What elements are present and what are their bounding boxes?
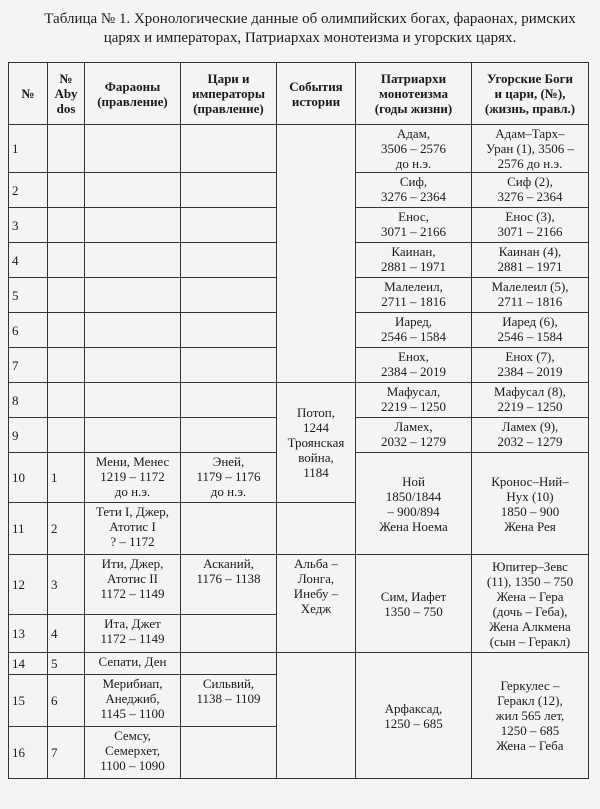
patriarch-cell: Арфаксад, 1250 – 685 [356, 653, 472, 779]
pharaoh-cell [85, 125, 181, 173]
row-number: 8 [9, 383, 48, 418]
pharaoh-cell: Сепати, Ден [85, 653, 181, 675]
patriarch-cell: Сим, Иафет 1350 – 750 [356, 555, 472, 653]
pharaoh-cell: Семсу, Семерхет, 1100 – 1090 [85, 727, 181, 779]
header-num: № [9, 63, 48, 125]
king-cell [181, 278, 277, 313]
pharaoh-cell [85, 383, 181, 418]
pharaoh-cell [85, 208, 181, 243]
abydos-number [48, 418, 85, 453]
patriarch-cell: Малелеил, 2711 – 1816 [356, 278, 472, 313]
ugric-cell: Сиф (2), 3276 – 2364 [472, 173, 589, 208]
row-number: 9 [9, 418, 48, 453]
pharaoh-cell: Ита, Джет 1172 – 1149 [85, 615, 181, 653]
abydos-number [48, 278, 85, 313]
patriarch-cell: Ной 1850/1844 – 900/894 Жена Ноема [356, 453, 472, 555]
abydos-number [48, 348, 85, 383]
ugric-cell: Мафусал (8), 2219 – 1250 [472, 383, 589, 418]
pharaoh-cell [85, 418, 181, 453]
header-abydos: № Aby dos [48, 63, 85, 125]
row-number: 14 [9, 653, 48, 675]
header-patriarchs: Патриархи монотеизма (годы жизни) [356, 63, 472, 125]
row-number: 1 [9, 125, 48, 173]
ugric-cell: Енос (3), 3071 – 2166 [472, 208, 589, 243]
row-number: 7 [9, 348, 48, 383]
ugric-cell: Енох (7), 2384 – 2019 [472, 348, 589, 383]
king-cell [181, 208, 277, 243]
table-row [9, 125, 589, 173]
abydos-number [48, 125, 85, 173]
king-cell [181, 313, 277, 348]
king-cell [181, 615, 277, 653]
row-number: 16 [9, 727, 48, 779]
pharaoh-cell [85, 278, 181, 313]
patriarch-cell: Каинан, 2881 – 1971 [356, 243, 472, 278]
abydos-number [48, 173, 85, 208]
header-events: События истории [277, 63, 356, 125]
pharaoh-cell [85, 348, 181, 383]
king-cell: Асканий, 1176 – 1138 [181, 555, 277, 615]
abydos-number: 2 [48, 503, 85, 555]
king-cell [181, 503, 277, 555]
row-number: 11 [9, 503, 48, 555]
events-cell [277, 503, 356, 555]
row-number: 12 [9, 555, 48, 615]
ugric-cell: Каинан (4), 2881 – 1971 [472, 243, 589, 278]
king-cell [181, 173, 277, 208]
ugric-cell: Геркулес – Геракл (12), жил 565 лет, 1250 – 685 Жена – Геба [472, 653, 589, 779]
ugric-cell: Малелеил (5), 2711 – 1816 [472, 278, 589, 313]
chronology-table [8, 62, 589, 779]
pharaoh-cell [85, 243, 181, 278]
row-number: 2 [9, 173, 48, 208]
pharaoh-cell: Мерибиап, Анеджиб, 1145 – 1100 [85, 675, 181, 727]
patriarch-cell: Енос, 3071 – 2166 [356, 208, 472, 243]
patriarch-cell: Адам, 3506 – 2576 до н.э. [356, 125, 472, 173]
pharaoh-cell: Мени, Менес 1219 – 1172 до н.э. [85, 453, 181, 503]
king-cell [181, 653, 277, 675]
king-cell: Эней, 1179 – 1176 до н.э. [181, 453, 277, 503]
pharaoh-cell [85, 173, 181, 208]
king-cell [181, 727, 277, 779]
table-row [9, 383, 589, 418]
patriarch-cell: Ламех, 2032 – 1279 [356, 418, 472, 453]
row-number: 6 [9, 313, 48, 348]
pharaoh-cell: Ити, Джер, Атотис II 1172 – 1149 [85, 555, 181, 615]
table-row [9, 555, 589, 615]
events-cell: Альба – Лонга, Инебу – Хедж [277, 555, 356, 653]
ugric-cell: Иаред (6), 2546 – 1584 [472, 313, 589, 348]
abydos-number: 4 [48, 615, 85, 653]
patriarch-cell: Сиф, 3276 – 2364 [356, 173, 472, 208]
row-number: 13 [9, 615, 48, 653]
header-ugric: Угорские Боги и цари, (№), (жизнь, правл.) [472, 63, 589, 125]
row-number: 15 [9, 675, 48, 727]
king-cell [181, 383, 277, 418]
abydos-number: 5 [48, 653, 85, 675]
king-cell [181, 348, 277, 383]
header-row [9, 63, 589, 125]
events-cell: Потоп, 1244 Троянская война, 1184 [277, 383, 356, 503]
table-caption: Таблица № 1. Хронологические данные об олимпийских богах, фараонах, римских царях и императорах, Патриархах монотеизма и угорских царях. [44, 11, 576, 46]
pharaoh-cell [85, 313, 181, 348]
row-number: 5 [9, 278, 48, 313]
patriarch-cell: Енох, 2384 – 2019 [356, 348, 472, 383]
pharaoh-cell: Тети I, Джер, Атотис I ? – 1172 [85, 503, 181, 555]
patriarch-cell: Мафусал, 2219 – 1250 [356, 383, 472, 418]
header-pharaohs: Фараоны (правление) [85, 63, 181, 125]
table-row [9, 653, 589, 675]
king-cell [181, 243, 277, 278]
events-cell [277, 653, 356, 779]
events-cell [277, 125, 356, 383]
header-kings: Цари и императоры (правление) [181, 63, 277, 125]
ugric-cell: Адам–Тарх– Уран (1), 3506 – 2576 до н.э. [472, 125, 589, 173]
king-cell: Сильвий, 1138 – 1109 [181, 675, 277, 727]
ugric-cell: Юпитер–Зевс (11), 1350 – 750 Жена – Гера (дочь – Геба), Жена Алкмена (сын – Геракл) [472, 555, 589, 653]
row-number: 3 [9, 208, 48, 243]
abydos-number: 1 [48, 453, 85, 503]
king-cell [181, 418, 277, 453]
abydos-number [48, 313, 85, 348]
abydos-number [48, 208, 85, 243]
patriarch-cell: Иаред, 2546 – 1584 [356, 313, 472, 348]
abydos-number [48, 243, 85, 278]
row-number: 4 [9, 243, 48, 278]
row-number: 10 [9, 453, 48, 503]
abydos-number: 3 [48, 555, 85, 615]
abydos-number [48, 383, 85, 418]
abydos-number: 6 [48, 675, 85, 727]
ugric-cell: Ламех (9), 2032 – 1279 [472, 418, 589, 453]
ugric-cell: Кронос–Ний– Нух (10) 1850 – 900 Жена Рея [472, 453, 589, 555]
abydos-number: 7 [48, 727, 85, 779]
king-cell [181, 125, 277, 173]
